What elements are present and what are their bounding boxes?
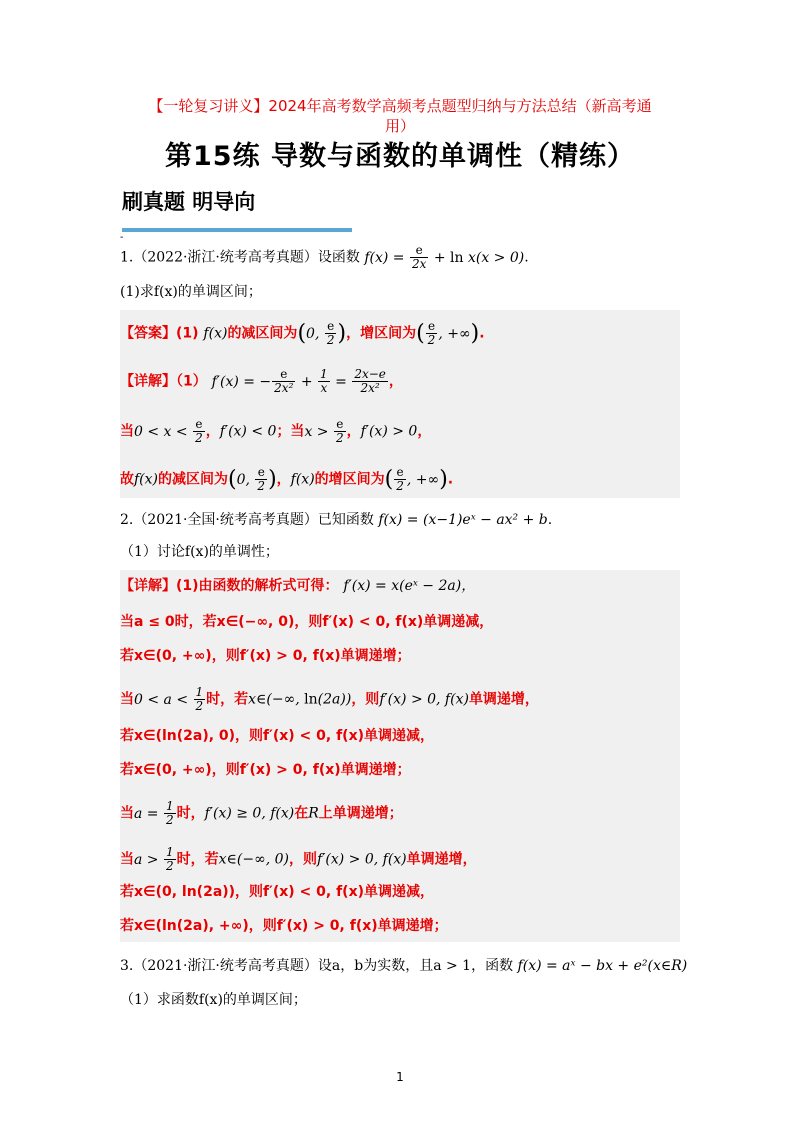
q2-detail-1: 当a ≤ 0时，若x∈(−∞, 0)，则f′(x) < 0, f(x)单调递减， [120,614,494,630]
q1-stem: 1.（2022·浙江·统考高考真题）设函数 f(x) = $\frac{e}{2x}$ + ln x(x > 0). [120,243,529,271]
q1-detail-2: 当0 < x < $\frac{e}{2}$ ，f′(x) < 0；当x > $\frac{e}{2}$ ，f′(x) > 0， [120,417,432,445]
q2-detail-6: 当a = $\frac{1}{2}$ 时，f′(x) ≥ 0, f(x)在R上单调递增； [120,799,403,827]
q2-detail-9: 若x∈(ln(2a), +∞)，则f′(x) > 0, f(x)单调递增； [120,918,448,934]
section-title: 刷真题 明导向 [122,190,256,214]
q2-detail-0 [120,576,475,596]
q3-part1: （1）求函数f(x)的单调区间； [120,992,307,1008]
tick-mark: - [120,232,124,243]
header-title-line1: 【一轮复习讲义】2024年高考数学高频考点题型归纳与方法总结（新高考通 [148,97,652,115]
q3-stem [120,956,687,976]
q2-part1: （1）讨论f(x)的单调性； [120,544,279,560]
q2-detail-7: 当a > $\frac{1}{2}$ 时，若x∈(−∞, 0)，则f′(x) > 0, f(x)单调递增， [120,845,477,873]
page-number: 1 [396,1070,404,1084]
q1-detail-1: 【详解】（1） f′(x) = − $\frac{e}{\text{2x²}}$ + $\frac{1}{x}$ = $\frac{2x-e}{\text{2x²}}$ ， [120,367,403,395]
q2-detail-8: 若x∈(0, ln(2a))，则f′(x) < 0, f(x)单调递减， [120,884,435,900]
q1-function: f(x) = $\frac{e}{2x}$ + ln x(x > 0) [364,243,525,271]
q2-derivative: f′(x) = x(eˣ − 2a)， [343,578,476,594]
q1-detail-3: 故f(x)的减区间为(0, $\frac{e}{2}$ )，f(x)的增区间为( $\frac{e}{2}$ , +∞). [120,465,454,493]
q2-detail-2: 若x∈(0, +∞)，则f′(x) > 0, f(x)单调递增； [120,648,411,664]
q2-stem-text: 2.（2021·全国·统考高考真题）已知函数 [120,512,374,528]
header-title [120,96,680,136]
q1-detail-label: 【详解】（1） [120,373,207,390]
q2-detail-3: 当0 < a < $\frac{1}{2}$ 时，若x∈(−∞, ln(2a))，则f′(x) > 0, f(x)单调递增， [120,685,539,713]
q1-stem-text: 1.（2022·浙江·统考高考真题）设函数 [120,249,360,266]
q2-detail-5: 若x∈(0, +∞)，则f′(x) > 0, f(x)单调递增； [120,762,411,778]
header-title-line2: 用） [384,117,415,135]
q1-answer: 【答案】(1) f(x)的减区间为(0, $\frac{e}{2}$ )，增区间为( $\frac{e}{2}$ , +∞). [120,319,485,347]
q3-stem-text: 3.（2021·浙江·统考高考真题）设a，b为实数，且a > 1，函数 [120,958,514,974]
doc-title: 第15练 导数与函数的单调性（精练） [165,141,635,172]
q2-detail-label: 【详解】(1)由函数的解析式可得： [120,578,339,594]
q1-part1: (1)求f(x)的单调区间； [120,284,262,300]
q2-stem: 2.（2021·全国·统考高考真题）已知函数 f(x) = (x−1)eˣ − ax² + b. [120,512,553,528]
q2-function: f(x) = (x−1)eˣ − ax² + b [378,512,548,528]
section-underline [122,228,352,232]
q2-detail-4: 若x∈(ln(2a), 0)，则f′(x) < 0, f(x)单调递减， [120,728,435,744]
q3-function: f(x) = aˣ − bx + e²(x∈R) [517,958,688,974]
q1-answer-label: 【答案】(1) [120,325,199,342]
